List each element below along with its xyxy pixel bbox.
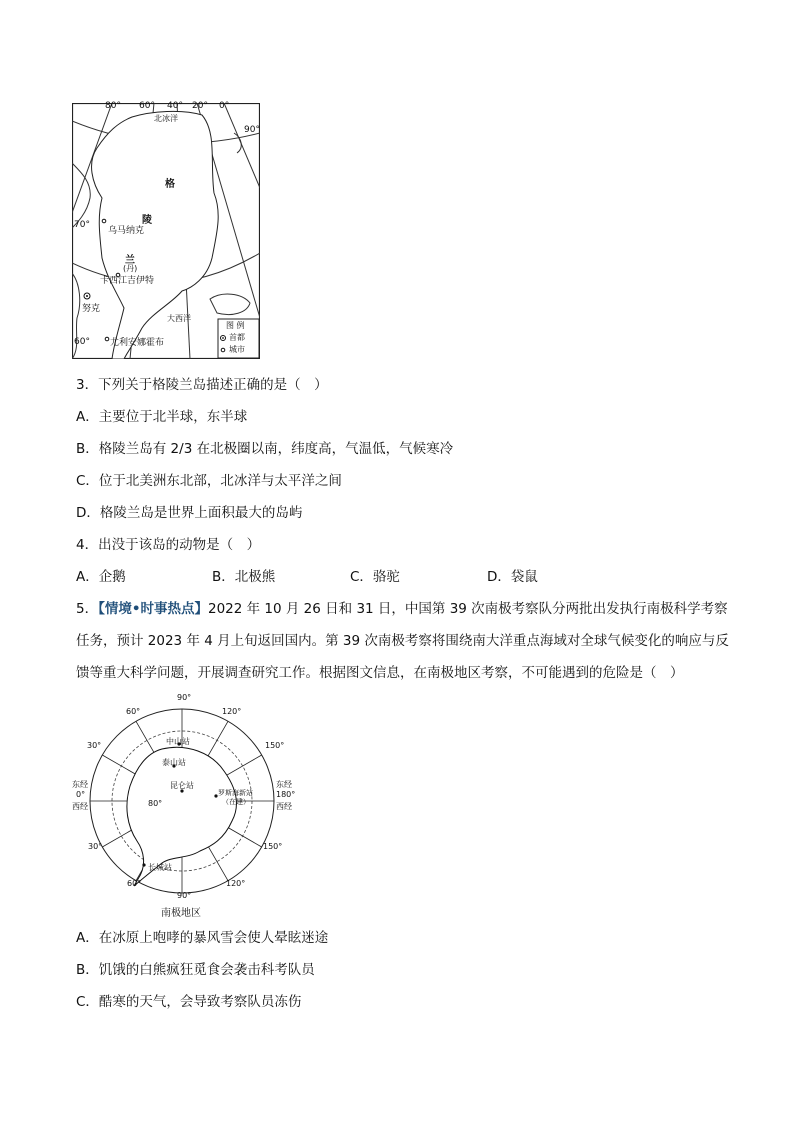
q3-option-b: B．格陵兰岛有 2/3 在北极圈以南，纬度高，气温低，气候寒冷 — [76, 441, 454, 457]
q5-number: 5． — [76, 601, 99, 617]
deg-60-bottom: 60° — [127, 879, 142, 888]
q3-option-d: D．格陵兰岛是世界上面积最大的岛屿 — [76, 505, 303, 521]
legend-city: 城市 — [229, 345, 245, 354]
city-kasigiannguit: 卡西江吉伊特 — [100, 276, 155, 286]
q5-option-c: C．酷寒的天气，会导致考察队员冻伤 — [76, 994, 302, 1010]
region-note: (丹) — [123, 264, 138, 273]
deg-120-tr: 120° — [222, 707, 242, 716]
lat-label-70: 70° — [74, 220, 90, 230]
west-label-right: 西经 — [276, 802, 292, 811]
lon-label-0: 0° — [219, 101, 230, 111]
q3-option-a: A．主要位于北半球，东半球 — [76, 409, 248, 425]
q3-stem: 3．下列关于格陵兰岛描述正确的是（ ） — [76, 377, 328, 393]
q4-option-a: A．企鹅 — [76, 569, 126, 585]
station-kunlun: 昆仑站 — [170, 781, 194, 790]
city-umanak: 乌马纳克 — [108, 226, 145, 236]
deg-60-tl: 60° — [126, 707, 141, 716]
deg-30-l: 30° — [87, 741, 102, 750]
lon-label-80: 80° — [105, 101, 121, 111]
greenland-map — [72, 103, 260, 359]
station-taishan: 泰山站 — [162, 758, 186, 767]
station-new: 罗斯海新站 — [218, 789, 253, 797]
deg-120-bottom: 120° — [226, 879, 246, 888]
east-label-left: 东经 — [72, 780, 88, 789]
q5-context-tag: 【情境•时事热点】 — [98, 601, 208, 617]
region-name-1: 格 — [165, 179, 175, 190]
q5-stem — [76, 593, 736, 689]
q5-option-a: A．在冰原上咆哮的暴风雪会使人晕眩迷途 — [76, 930, 329, 946]
deg-90-top: 90° — [177, 693, 192, 702]
legend-capital: 首都 — [229, 333, 245, 342]
antarctic-map-svg — [62, 693, 306, 915]
q4-option-d: D．袋鼠 — [487, 569, 538, 585]
lat-80: 80° — [148, 799, 163, 808]
deg-90-bottom: 90° — [177, 891, 192, 900]
west-label-left: 西经 — [72, 802, 88, 811]
station-zhongshan: 中山站 — [166, 737, 190, 746]
deg-180: 180° — [276, 790, 296, 799]
lon-label-40: 40° — [167, 101, 183, 111]
lon-label-60: 60° — [139, 101, 155, 111]
deg-150-r: 150° — [265, 741, 285, 750]
antarctic-map — [62, 693, 306, 919]
q5-stem-text: 2022 年 10 月 26 日和 31 日，中国第 39 次南极考察队分两批出发执行南极科学考察任务，预计 2023 年 4 月上旬返回国内。第 39 次南极考察将围绕南大洋重点海域对全球气候变化的响应与反馈等重大科学问题，开展调查研究工作。根据图文信息，在南极地区考察，不可能遇到的危险是（ ） — [76, 601, 729, 681]
region-name-2: 陵 — [142, 215, 152, 226]
q3-option-c: C．位于北美洲东北部，北冰洋与太平洋之间 — [76, 473, 342, 489]
atlantic-label: 大西洋 — [167, 314, 191, 323]
antarctic-map-caption: 南极地区 — [161, 908, 201, 919]
q4-option-c: C．骆驼 — [350, 569, 400, 585]
station-new-note: （在建） — [222, 798, 250, 806]
lon-label-20: 20° — [192, 101, 208, 111]
east-label-right: 东经 — [276, 780, 292, 789]
city-julianehab: 尤利安娜霍布 — [110, 338, 165, 348]
station-changcheng: 长城站 — [148, 863, 172, 872]
arctic-ocean-label: 北冰洋 — [154, 114, 178, 123]
capital-nuuk: 努克 — [82, 304, 101, 314]
lat-label-60: 60° — [74, 337, 90, 347]
q4-stem: 4．出没于该岛的动物是（ ） — [76, 537, 261, 553]
zero-deg: 0° — [76, 790, 86, 799]
legend-title: 图 例 — [226, 321, 245, 330]
deg-150-br: 150° — [263, 842, 283, 851]
deg-30-bl: 30° — [88, 842, 103, 851]
region-name-3: 兰 — [125, 255, 135, 266]
lon-label-90: 90° — [244, 125, 260, 135]
q4-option-b: B．北极熊 — [212, 569, 276, 585]
q5-option-b: B．饥饿的白熊疯狂觅食会袭击科考队员 — [76, 962, 315, 978]
